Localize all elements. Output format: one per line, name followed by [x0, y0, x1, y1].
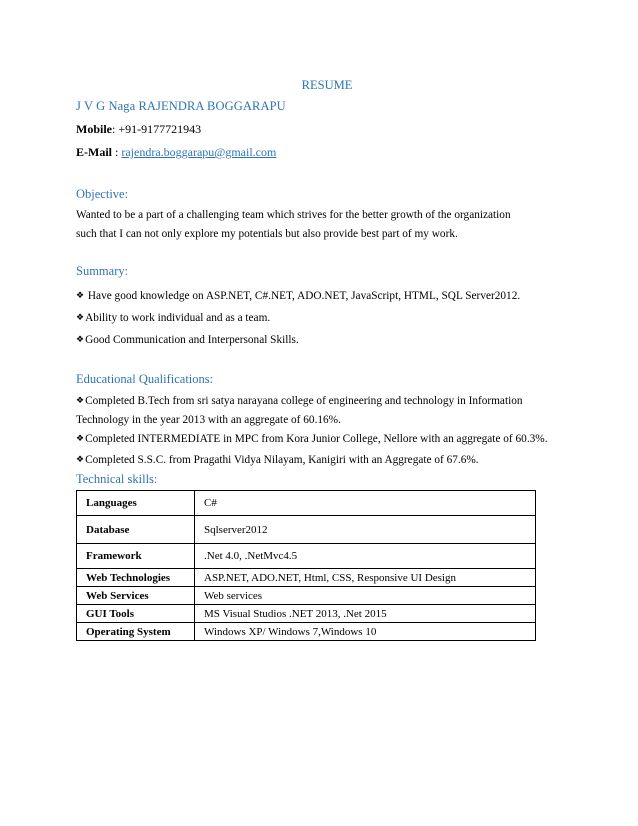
skill-value: C# [195, 491, 536, 516]
skills-table [76, 490, 536, 641]
education-heading: Educational Qualifications: [76, 372, 214, 386]
table-row [77, 623, 536, 641]
email-line [76, 145, 276, 160]
objective-heading: Objective: [76, 187, 129, 201]
skill-key: Languages [77, 491, 195, 516]
candidate-name: J V G Naga RAJENDRA BOGGARAPU [76, 99, 286, 113]
diamond-bullet-icon: ❖ [76, 291, 85, 301]
table-row [77, 569, 536, 587]
skill-key: Database [77, 516, 195, 544]
diamond-bullet-icon: ❖ [76, 434, 85, 444]
mobile-label: Mobile [76, 122, 112, 136]
email-label: E-Mail [76, 145, 112, 159]
education-item: ❖Completed B.Tech from sri satya narayana college of engineering and technology in Information Technology in the year 2013 with an aggregate of 60.16%. [76, 395, 523, 426]
skill-value: Windows XP/ Windows 7,Windows 10 [195, 623, 536, 641]
skills-heading: Technical skills: [76, 472, 158, 486]
education-item: ❖Completed INTERMEDIATE in MPC from Kora Junior College, Nellore with an aggregate of 60.3%. [76, 433, 548, 445]
skill-value: Sqlserver2012 [195, 516, 536, 544]
objective-text [76, 206, 566, 244]
table-row [77, 605, 536, 623]
table-row [77, 544, 536, 569]
mobile-value: : +91-9177721943 [112, 122, 202, 136]
diamond-bullet-icon: ❖ [76, 313, 85, 323]
email-separator: : [112, 145, 122, 159]
summary-item: ❖ Have good knowledge on ASP.NET, C#.NET, ADO.NET, JavaScript, HTML, SQL Server2012. [76, 290, 521, 302]
diamond-bullet-icon: ❖ [76, 396, 85, 406]
document-title: RESUME [301, 78, 353, 92]
objective-line-2: such that I can not only explore my potentials but also provide best part of my work. [76, 228, 458, 240]
summary-item: ❖Good Communication and Interpersonal Skills. [76, 334, 299, 346]
education-item: ❖Completed S.S.C. from Pragathi Vidya Nilayam, Kanigiri with an Aggregate of 67.6%. [76, 454, 479, 466]
mobile-line [76, 122, 201, 137]
skill-key: GUI Tools [77, 605, 195, 623]
email-link[interactable]: rajendra.boggarapu@gmail.com [121, 145, 277, 159]
skill-key: Framework [77, 544, 195, 569]
skill-value: MS Visual Studios .NET 2013, .Net 2015 [195, 605, 536, 623]
table-row [77, 587, 536, 605]
skill-key: Web Services [77, 587, 195, 605]
table-row [77, 491, 536, 516]
skill-value: Web services [195, 587, 536, 605]
skill-key: Operating System [77, 623, 195, 641]
diamond-bullet-icon: ❖ [76, 455, 85, 465]
skill-value: .Net 4.0, .NetMvc4.5 [195, 544, 536, 569]
skill-value: ASP.NET, ADO.NET, Html, CSS, Responsive UI Design [195, 569, 536, 587]
diamond-bullet-icon: ❖ [76, 335, 85, 345]
summary-heading: Summary: [76, 264, 129, 278]
summary-item: ❖Ability to work individual and as a team. [76, 312, 271, 324]
objective-line-1: Wanted to be a part of a challenging team which strives for the better growth of the organization [76, 209, 511, 221]
table-row [77, 516, 536, 544]
skill-key: Web Technologies [77, 569, 195, 587]
